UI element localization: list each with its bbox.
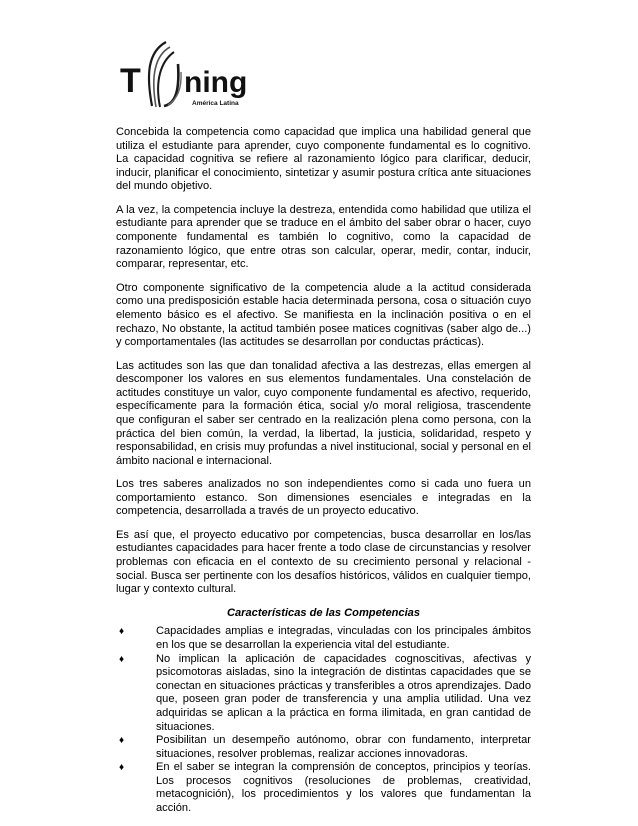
diamond-bullet-icon: ♦	[119, 626, 125, 638]
diamond-bullet-icon: ♦	[119, 653, 125, 665]
logo-letter-t: T	[120, 62, 141, 100]
diamond-bullet-icon: ♦	[119, 762, 125, 774]
document-body	[116, 126, 531, 816]
logo-swirl-right	[164, 64, 178, 106]
paragraph-6: Es así que, el proyecto educativo por competencias, busca desarrollar en los/las estudiantes capacidades para hacer frente a todo clase de circunstancias y resolver problemas con eficacia en el contexto de su crecimiento personal y relacional - social. Busca ser pertinente con los desafíos históricos, válidos en cualquier tiempo, lugar y contexto cultural.	[116, 528, 531, 596]
list-item-text: En el saber se integran la comprensión de conceptos, principios y teorías. Los procesos cognitivos (resoluciones de problemas, creatividad, metacognición), los procedimientos y los valores que fundamentan la acción.	[156, 761, 531, 815]
paragraph-1: Concebida la competencia como capacidad que implica una habilidad general que utiliza el estudiante para aprender, cuyo componente fundamental es lo cognitivo. La capacidad cognitiva se refiere al razonamiento lógico para clarificar, deducir, inducir, planificar el conocimiento, sintetizar y asumir postura crítica ante situaciones del mundo objetivo.	[116, 126, 531, 193]
list-item-text: Posibilitan un desempeño autónomo, obrar con fundamento, interpretar situaciones, resolver problemas, realizar acciones innovadoras.	[156, 734, 531, 760]
logo-swirl-inner	[158, 52, 174, 107]
list-item	[116, 734, 531, 761]
list-item-text: No implican la aplicación de capacidades cognoscitivas, afectivas y psicomotoras aisladas, sino la integración de distintas capacidades que se conectan en situaciones prácticas y transferibles a otros aprendizajes. Dado que, poseen gran poder de transferencia y una amplia utilidad. Una vez adquiridas se aplican a la práctica en forma ilimitada, en gran cantidad de situaciones.	[156, 652, 531, 733]
tuning-logo-graphic	[118, 34, 268, 114]
logo-swirl-middle	[154, 47, 170, 107]
list-item	[116, 761, 531, 815]
list-item	[116, 625, 531, 652]
characteristics-list	[116, 625, 531, 815]
section-title: Características de las Competencias	[226, 606, 420, 619]
list-item-text: Capacidades amplias e integradas, vinculadas con los principales ámbitos en los que se desarrollan la experiencia vital del estudiante.	[156, 625, 531, 651]
logo-tagline: América Latina	[192, 100, 239, 107]
paragraph-5: Los tres saberes analizados no son independientes como si cada uno fuera un comportamiento estanco. Son dimensiones esenciales e integradas en la competencia, desarrollada a través de un proyecto educativo.	[116, 478, 531, 518]
paragraph-3: Otro componente significativo de la competencia alude a la actitud considerada como una predisposición estable hacia determinada persona, cosa o situación cuyo elemento básico es el afectivo. Se manifiesta en la inclinación positiva o en el rechazo, No obstante, la actitud también posee matices cognitivas (saber algo de...) y comportamentales (las actitudes se desarrollan por conductas prácticas).	[116, 281, 531, 349]
logo-wordmark: ning	[184, 66, 248, 99]
diamond-bullet-icon: ♦	[119, 735, 125, 747]
tuning-logo	[118, 34, 268, 114]
paragraph-2: A la vez, la competencia incluye la destreza, entendida como habilidad que utiliza el estudiante para aprender que se traduce en el ámbito del saber obrar o hacer, cuyo componente fundamental es también lo cognitivo, como la capacidad de razonamiento lógico, que entre otras son calcular, operar, medir, contar, inducir, comparar, representar, etc.	[116, 203, 531, 271]
list-item	[116, 653, 531, 735]
paragraph-4: Las actitudes son las que dan tonalidad afectiva a las destrezas, ellas emergen al descomponer los valores en sus elementos fundamentales. Una constelación de actitudes constituye un valor, cuyo componente fundamental es afectivo, requerido, específicamente para la formación ética, social y/o moral religiosa, trascendente que configuran el saber ser centrado en la realización plena como persona, con la práctica del bien común, la verdad, la libertad, la justicia, solidaridad, respeto y responsabilidad, en crisis muy profundas a nivel institucional, social y personal en el ámbito nacional e internacional.	[116, 359, 531, 467]
